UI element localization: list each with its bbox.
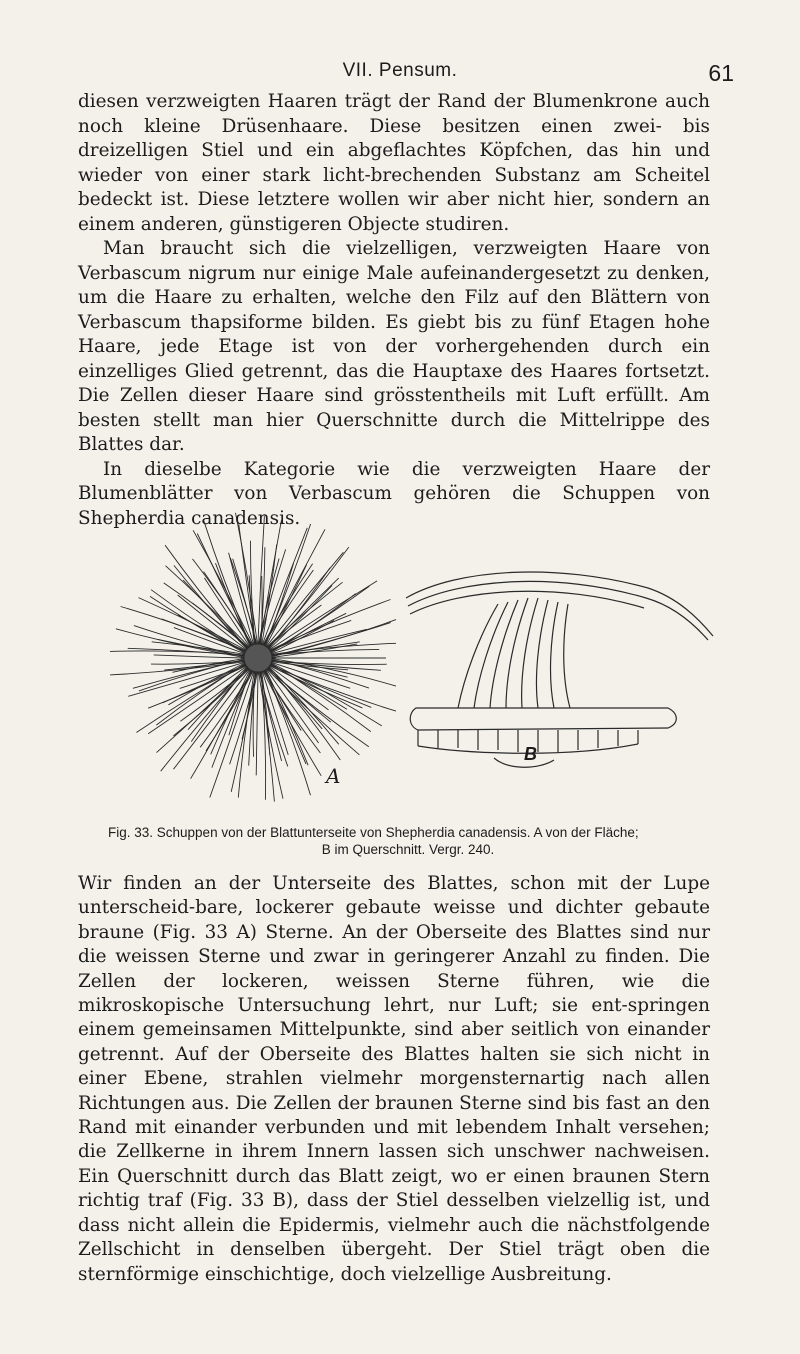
paragraph: Man braucht sich die vielzelligen, verzweigten Haare von Verbascum nigrum nur einige Male aufeinandergesetzt zu denken, um die Haare zu erhalten, welche den Filz auf den Blättern von Verbascum thapsiforme bilden. Es giebt bis zu fünf Etagen hohe Haare, jede Etage ist von der vorhergehenden durch ein einzelliges Glied getrennt, das die Hauptaxe des Haares fortsetzt. Die Zellen dieser Haare sind grösstentheils mit Luft erfüllt. Am besten stellt man hier Querschnitte durch die Mittelrippe des Blattes dar.: [78, 238, 710, 455]
scale-ray-cell: [269, 666, 328, 710]
scale-ray-cell: [269, 581, 377, 650]
paragraph: Wir finden an der Unterseite des Blattes, schon mit der Lupe unterscheid-bare, lockerer gebaute weisse und dichter gebaute braune (Fig. 33 A) Sterne. An der Oberseite des Blattes sind nur die weissen Sterne und zwar in geringerer Anzahl zu finden. Die Zellen der lockeren, weissen Sterne führen, wie die mikroskopische Untersuchung lehrt, nur Luft; sie ent-springen einem gemeinsamen Mittelpunkte, sind aber seitlich von einander getrennt. Auf der Oberseite des Blattes halten sie sich nicht in einer Ebene, strahlen vielmehr morgensternartig nach allen Richtungen aus. Die Zellen der braunen Sterne sind bis fast an den Rand mit einander verbunden und mit lebendem Inhalt versehen; die Zellkerne in ihrem Innern lassen sich unschwer nachweisen. Ein Querschnitt durch das Blatt zeigt, wo er einen braunen Stern richtig traf (Fig. 33 B), dass der Stiel desselben vielzellig ist, und dass nicht allein die Epidermis, vielmehr auch die nächstfolgende Zellschicht in denselben übergeht. Der Stiel trägt oben die sternförmige einschichtige, doch vielzellige Ausbreitung.: [78, 873, 710, 1285]
body-text-top: [78, 90, 710, 531]
paragraph: In dieselbe Kategorie wie die verzweigten Haare der Blumenblätter von Verbascum gehören die Schuppen von Shepherdia canadensis.: [78, 458, 710, 529]
figure-caption: [108, 824, 708, 858]
scale-ray-cell: [256, 672, 258, 775]
scale-ray-cell: [261, 672, 275, 802]
figure-label-b: B: [524, 744, 537, 764]
scale-surface-view-illustration: [108, 508, 398, 820]
page-number: 61: [708, 60, 734, 86]
paragraph: diesen verzweigten Haaren trägt der Rand der Blumenkrone auch noch kleine Drüsenhaare. Diese besitzen einen zwei- bis dreizelligen Stiel und ein abgeflachtes Köpfchen, das hin und wieder von einer stark licht-brechenden Substanz am Scheitel bedeckt ist. Diese letztere wollen wir aber nicht hier, sondern an einem anderen, günstigeren Objecte studiren.: [78, 91, 710, 235]
caption-line-2: B im Querschnitt. Vergr. 240.: [321, 842, 495, 857]
scale-ray-cell: [262, 528, 307, 645]
scale-ray-cell: [268, 668, 322, 729]
figure-33: [108, 508, 708, 820]
scale-ray-cell: [165, 545, 247, 649]
scale-center: [244, 644, 272, 672]
body-text-bottom: [78, 872, 710, 1287]
running-head: VII. Pensum.: [342, 60, 458, 81]
caption-line-1: Fig. 33. Schuppen von der Blattunterseite von Shepherdia canadensis. A von der Fläche;: [108, 825, 639, 840]
page-header: [0, 60, 800, 86]
scale-cross-section-illustration: [398, 508, 718, 820]
scale-ray-cell: [261, 576, 262, 644]
figure-label-a: A: [326, 764, 341, 788]
